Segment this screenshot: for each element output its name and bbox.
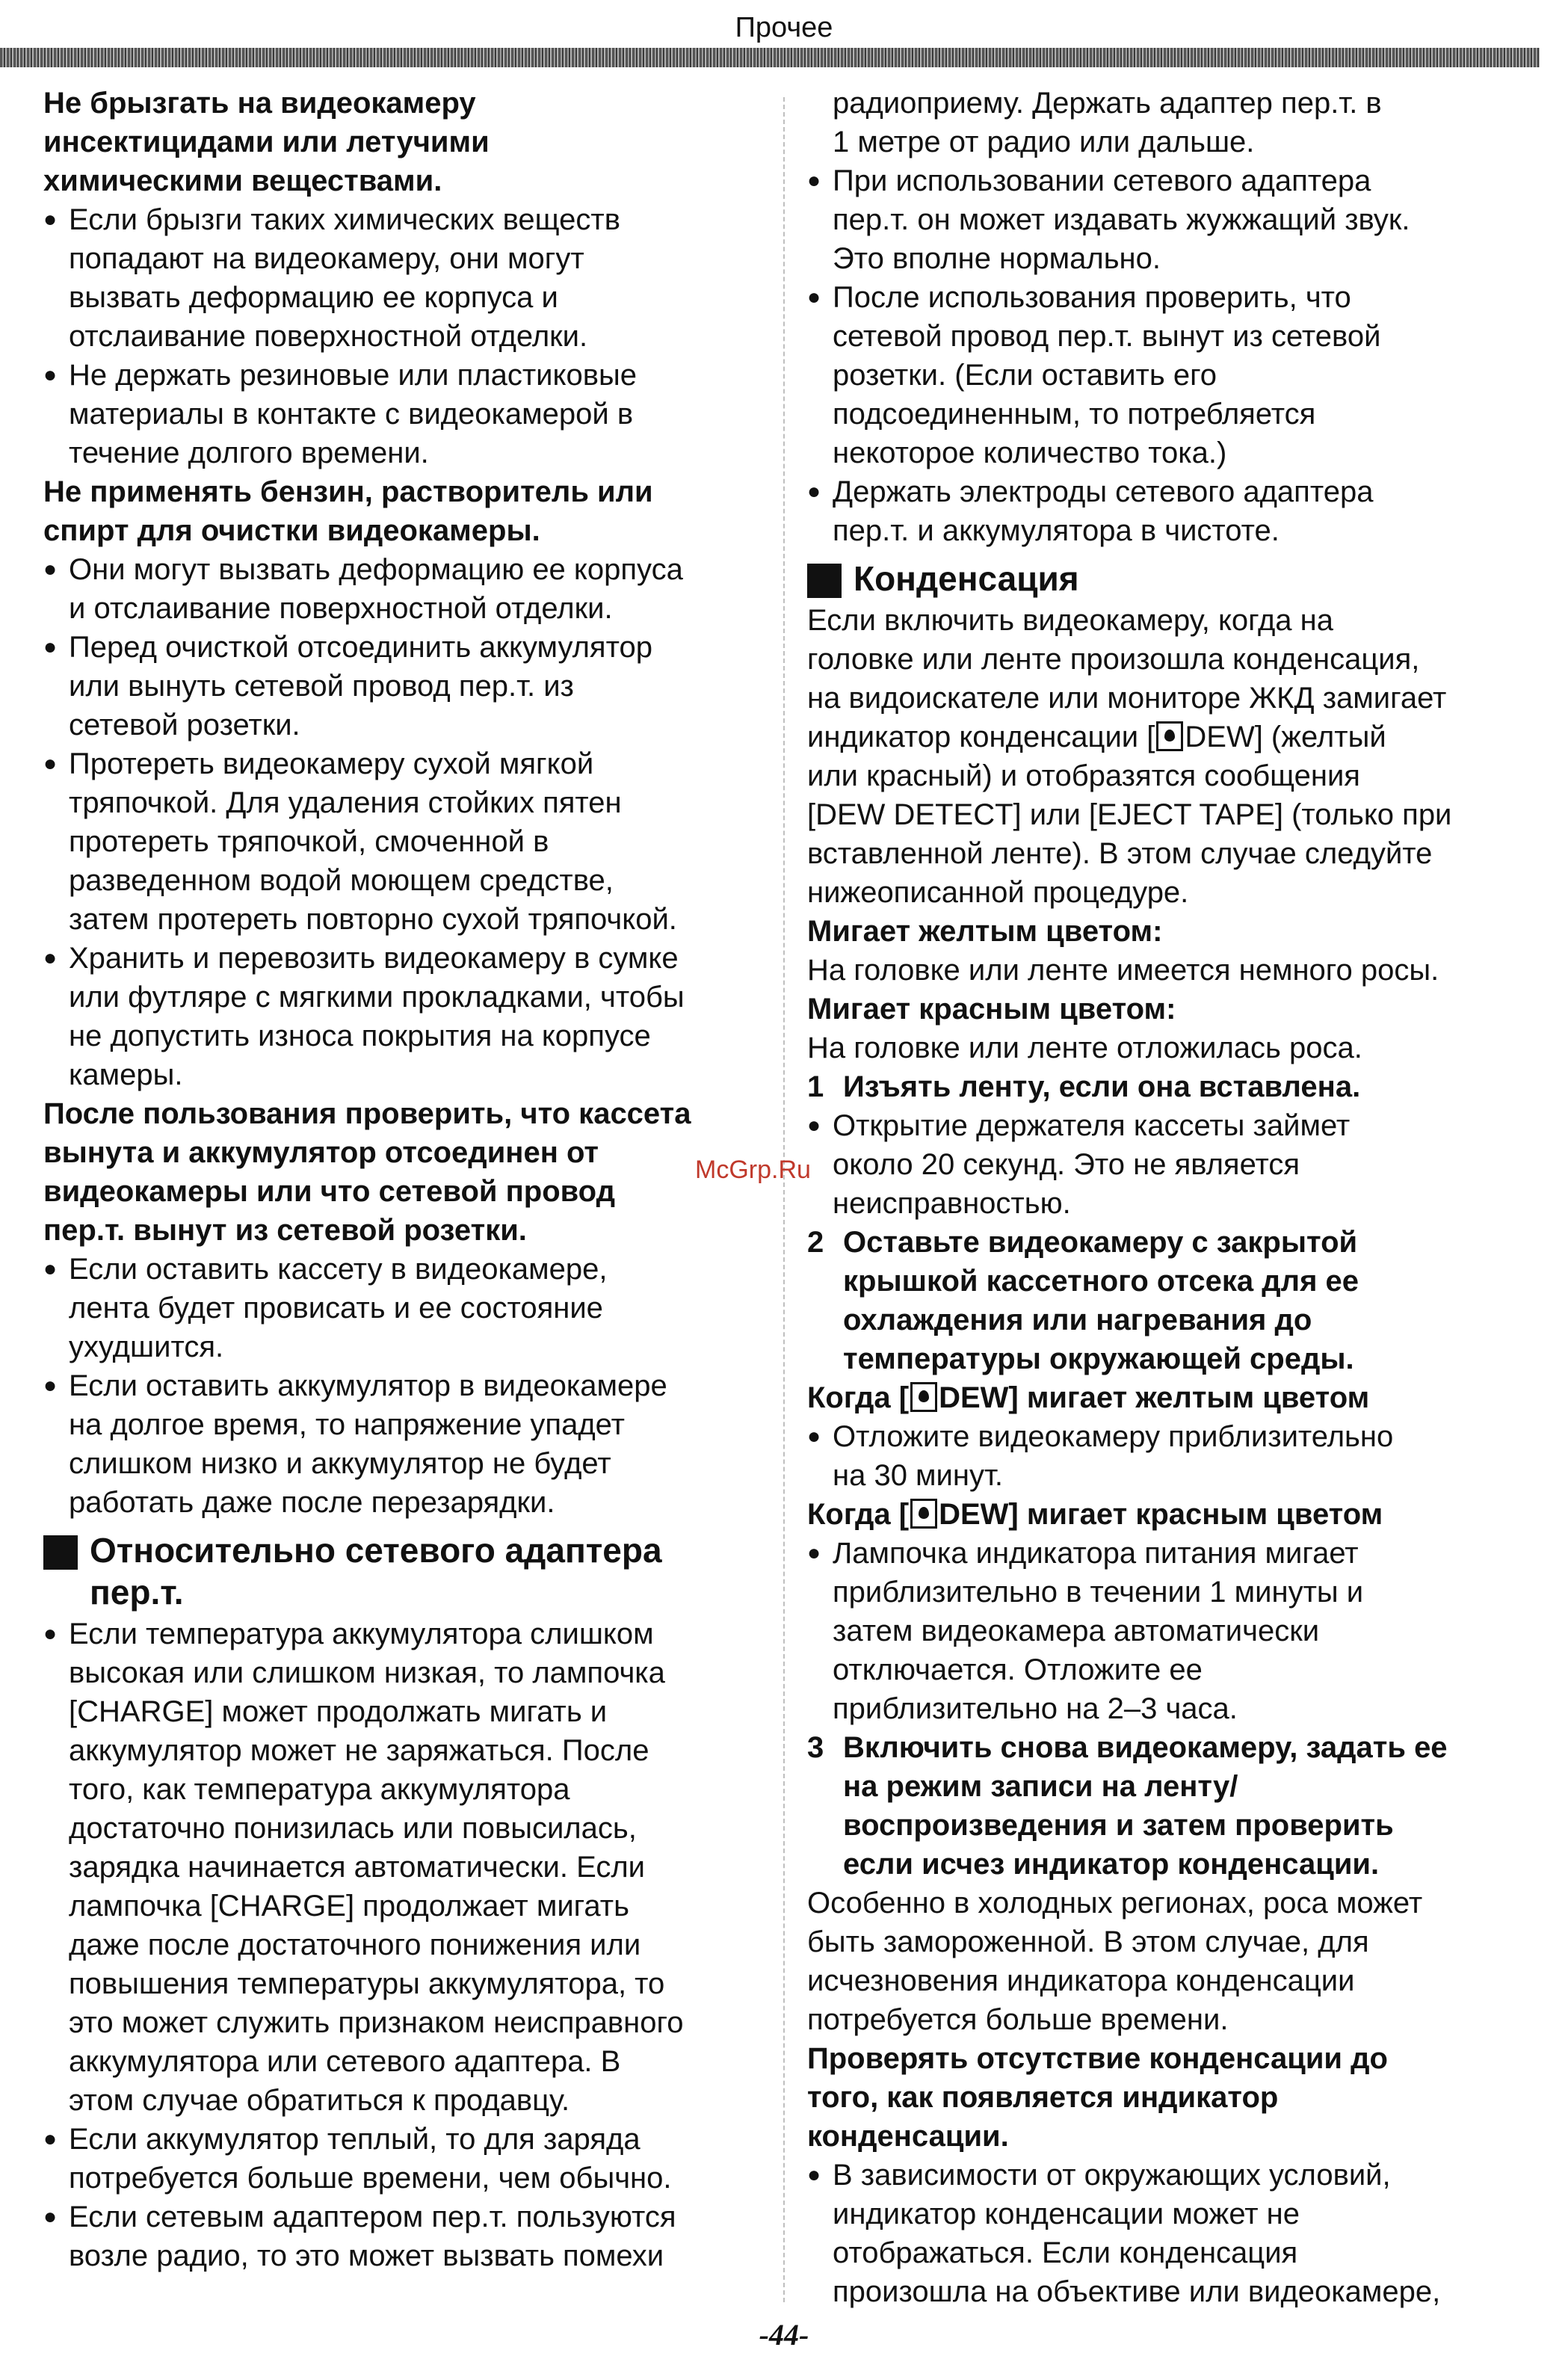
yellow-blink-label: Мигает желтым цветом: (807, 915, 1163, 948)
line: того, как температура аккумулятора (69, 1773, 570, 1806)
line: тряпочкой. Для удаления стойких пятен (69, 786, 622, 819)
line: сетевой розетки. (69, 709, 300, 741)
line: произошла на объективе или видеокамере, (833, 2275, 1441, 2308)
line: пер.т. и аккумулятора в чистоте. (833, 514, 1280, 547)
line: Относительно сетевого адаптера (90, 1531, 662, 1570)
bullet-rubber-plastic (43, 356, 761, 472)
line: высокая или слишком низкая, то лампочка (69, 1656, 665, 1689)
line: химическими веществами. (43, 164, 442, 197)
line: слишком низко и аккумулятор не будет (69, 1447, 611, 1480)
step-text: Изъять ленту, если она вставлена. (843, 1070, 1361, 1103)
line: вынута и аккумулятор отсоединен от (43, 1136, 599, 1169)
column-divider (783, 97, 785, 2302)
left-column (43, 84, 761, 2275)
line: индикатор конденсации [ (807, 721, 1155, 753)
line: Включить снова видеокамеру, задать ее (843, 1731, 1448, 1764)
bullet-disconnect-before-cleaning (43, 628, 761, 744)
line: DEW] мигает красным цветом (939, 1498, 1383, 1531)
condensation-intro (807, 601, 1525, 912)
step-1 (807, 1067, 1525, 1106)
line: Отложите видеокамеру приблизительно (833, 1420, 1394, 1453)
line: этом случае обратиться к продавцу. (69, 2084, 570, 2117)
line: крышкой кассетного отсека для ее (843, 1265, 1359, 1298)
line: Хранить и перевозить видеокамеру в сумке (69, 942, 679, 975)
line: Держать электроды сетевого адаптера (833, 475, 1374, 508)
line: Если брызги таких химических веществ (69, 203, 620, 236)
step-3 (807, 1728, 1525, 1884)
bullet-power-lamp-blinks (807, 1534, 1525, 1728)
line: сетевой провод пер.т. вынут из сетевой (833, 320, 1381, 353)
section-marker-square (807, 564, 842, 598)
page-header-title: Прочее (735, 12, 833, 43)
dew-drop-icon (910, 1499, 937, 1529)
heading-no-insecticides (43, 84, 761, 200)
section-ac-adaptor (43, 1529, 761, 1613)
line: на режим записи на ленту/ (843, 1770, 1238, 1803)
line: исчезновения индикатора конденсации (807, 1964, 1355, 1997)
line: 1 метре от радио или дальше. (833, 126, 1255, 158)
line: это может служить признаком неисправного (69, 2006, 684, 2039)
line: затем протереть повторно сухой тряпочкой. (69, 903, 677, 936)
bullet-wait-30-min (807, 1417, 1525, 1495)
line: отслаивание поверхностной отделки. (69, 320, 588, 353)
section-marker-square (43, 1535, 78, 1570)
line: протереть тряпочкой, смоченной в (69, 825, 549, 858)
line: потребуется больше времени. (807, 2003, 1229, 2036)
bullet-battery-left (43, 1366, 761, 1522)
line: на долгое время, то напряжение упадет (69, 1408, 625, 1441)
line: охлаждения или нагревания до (843, 1304, 1312, 1336)
bullet-cassette-holder (807, 1106, 1525, 1223)
line: Протереть видеокамеру сухой мягкой (69, 747, 594, 780)
line: течение долгого времени. (69, 437, 429, 469)
line: ухудшится. (69, 1331, 224, 1363)
line: Лампочка индикатора питания мигает (833, 1537, 1359, 1570)
watermark-text: McGrp.Ru (695, 1156, 811, 1184)
line: инсектицидами или летучими (43, 126, 490, 158)
line: Когда [ (807, 1498, 910, 1531)
line: аккумулятора или сетевого адаптера. В (69, 2045, 621, 2078)
step-number: 2 (807, 1226, 824, 1259)
line: головке или ленте произошла конденсация, (807, 643, 1420, 676)
heading-no-benzine (43, 472, 761, 550)
line: камеры. (69, 1058, 183, 1091)
bullet-wipe-camera (43, 744, 761, 939)
line: DEW] (желтый (1185, 721, 1386, 753)
line: затем видеокамера автоматически (833, 1615, 1320, 1647)
line: лента будет провисать и ее состояние (69, 1292, 603, 1325)
line: Открытие держателя кассеты займет (833, 1109, 1351, 1142)
dew-drop-icon (1156, 721, 1183, 751)
bullet-radio-interference (43, 2198, 761, 2275)
bullet-clean-terminals (807, 472, 1525, 550)
line: В зависимости от окружающих условий, (833, 2159, 1391, 2192)
line: радиоприему. Держать адаптер пер.т. в (833, 87, 1382, 120)
line: DEW] мигает желтым цветом (939, 1381, 1370, 1414)
line: Если аккумулятор теплый, то для заряда (69, 2123, 641, 2156)
continued-text (807, 84, 1525, 161)
line: Если оставить аккумулятор в видеокамере (69, 1369, 667, 1402)
line: отключается. Отложите ее (833, 1653, 1203, 1686)
line: и отслаивание поверхностной отделки. (69, 592, 613, 625)
line: Не применять бензин, растворитель или (43, 475, 653, 508)
line: или футляре с мягкими прокладками, чтобы (69, 981, 685, 1014)
line: нижеописанной процедуре. (807, 876, 1189, 909)
line: пер.т. он может издавать жужжащий звук. (833, 203, 1410, 236)
page-number: -44- (759, 2318, 809, 2352)
line: Они могут вызвать деформацию ее корпуса (69, 553, 683, 586)
line: После использования проверить, что (833, 281, 1351, 314)
line: или красный) и отобразятся сообщения (807, 759, 1360, 792)
when-yellow-heading (807, 1378, 1525, 1417)
line: или вынуть сетевой провод пер.т. из (69, 670, 574, 703)
line: возле радио, то это может вызвать помехи (69, 2239, 664, 2272)
line: того, как появляется индикатор (807, 2081, 1279, 2114)
line: Не держать резиновые или пластиковые (69, 359, 637, 392)
line: [CHARGE] может продолжать мигать и (69, 1695, 608, 1728)
bullet-unplug-after-use (807, 278, 1525, 472)
line: вставленной ленте). В этом случае следуйте (807, 837, 1433, 870)
line: Если температура аккумулятора слишком (69, 1618, 654, 1650)
line: материалы в контакте с видеокамерой в (69, 398, 634, 431)
step-2 (807, 1223, 1525, 1378)
red-blink-label: Мигает красным цветом: (807, 993, 1176, 1026)
line: Оставьте видеокамеру с закрытой (843, 1226, 1358, 1259)
bullet-warm-battery (43, 2120, 761, 2198)
line: Если включить видеокамеру, когда на (807, 604, 1333, 637)
line: достаточно понизилась или повысилась, (69, 1812, 637, 1845)
line: пер.т. вынут из сетевой розетки. (43, 1214, 527, 1247)
line: попадают на видеокамеру, они могут (69, 242, 584, 275)
line: розетки. (Если оставить его (833, 359, 1217, 392)
line: вызвать деформацию ее корпуса и (69, 281, 558, 314)
line: индикатор конденсации может не (833, 2198, 1300, 2230)
right-column (807, 84, 1525, 2311)
line: Особенно в холодных регионах, роса может (807, 1887, 1423, 1920)
line: Если оставить кассету в видеокамере, (69, 1253, 608, 1286)
line: на видоискателе или мониторе ЖКД замигает (807, 682, 1447, 715)
line: разведенном водой моющем средстве, (69, 864, 614, 897)
line: повышения температуры аккумулятора, то (69, 1967, 665, 2000)
yellow-blink-text: На головке или ленте имеется немного росы. (807, 954, 1439, 987)
bullet-chemicals-deform (43, 200, 761, 356)
line: Перед очисткой отсоединить аккумулятор (69, 631, 652, 664)
line: конденсации. (807, 2120, 1009, 2153)
line: даже после достаточного понижения или (69, 1928, 641, 1961)
when-red-heading (807, 1495, 1525, 1534)
line: лампочка [CHARGE] продолжает мигать (69, 1890, 629, 1923)
line: [DEW DETECT] или [EJECT TAPE] (только при (807, 798, 1452, 831)
line: Это вполне нормально. (833, 242, 1161, 275)
section-condensation (807, 558, 1525, 599)
line: Если сетевым адаптером пер.т. пользуются (69, 2201, 676, 2233)
line: приблизительно в течении 1 минуты и (833, 1576, 1364, 1609)
line: некоторое количество тока.) (833, 437, 1227, 469)
line: видеокамеры или что сетевой провод (43, 1175, 615, 1208)
line: При использовании сетевого адаптера (833, 164, 1371, 197)
bullet-indicator-may-not-show (807, 2156, 1525, 2311)
heading-after-use-check (43, 1094, 761, 1250)
cold-regions-text (807, 1884, 1525, 2039)
line: зарядка начинается автоматически. Если (69, 1851, 645, 1884)
section-title: Конденсация (854, 559, 1079, 598)
line: не допустить износа покрытия на корпусе (69, 1020, 651, 1052)
line: около 20 секунд. Это не является (833, 1148, 1300, 1181)
bullet-store-in-bag (43, 939, 761, 1094)
line: Когда [ (807, 1381, 910, 1414)
line: Не брызгать на видеокамеру (43, 87, 476, 120)
line: на 30 минут. (833, 1459, 1003, 1492)
heading-check-before-indicator (807, 2039, 1525, 2156)
line: аккумулятор может не заряжаться. После (69, 1734, 649, 1767)
step-number: 3 (807, 1731, 824, 1764)
line: неисправностью. (833, 1187, 1071, 1220)
bullet-charge-lamp (43, 1615, 761, 2120)
bullet-cassette-left (43, 1250, 761, 1366)
line: подсоединенным, то потребляется (833, 398, 1316, 431)
line: приблизительно на 2–3 часа. (833, 1692, 1238, 1725)
red-blink-text: На головке или ленте отложилась роса. (807, 1032, 1362, 1064)
line: быть замороженной. В этом случае, для (807, 1925, 1369, 1958)
step-number: 1 (807, 1070, 824, 1103)
line: После пользования проверить, что кассета (43, 1097, 691, 1130)
dew-drop-icon (910, 1382, 937, 1412)
line: работать даже после перезарядки. (69, 1486, 555, 1519)
line: пер.т. (90, 1573, 184, 1612)
bullet-buzzing-sound (807, 161, 1525, 278)
header-rule (0, 48, 1540, 67)
line: спирт для очистки видеокамеры. (43, 514, 540, 547)
bullet-solvent-deform (43, 550, 761, 628)
line: Проверять отсутствие конденсации до (807, 2042, 1388, 2075)
line: температуры окружающей среды. (843, 1342, 1354, 1375)
line: если исчез индикатор конденсации. (843, 1848, 1380, 1881)
line: потребуется больше времени, чем обычно. (69, 2162, 672, 2195)
line: воспроизведения и затем проверить (843, 1809, 1394, 1842)
line: отображаться. Если конденсация (833, 2236, 1298, 2269)
